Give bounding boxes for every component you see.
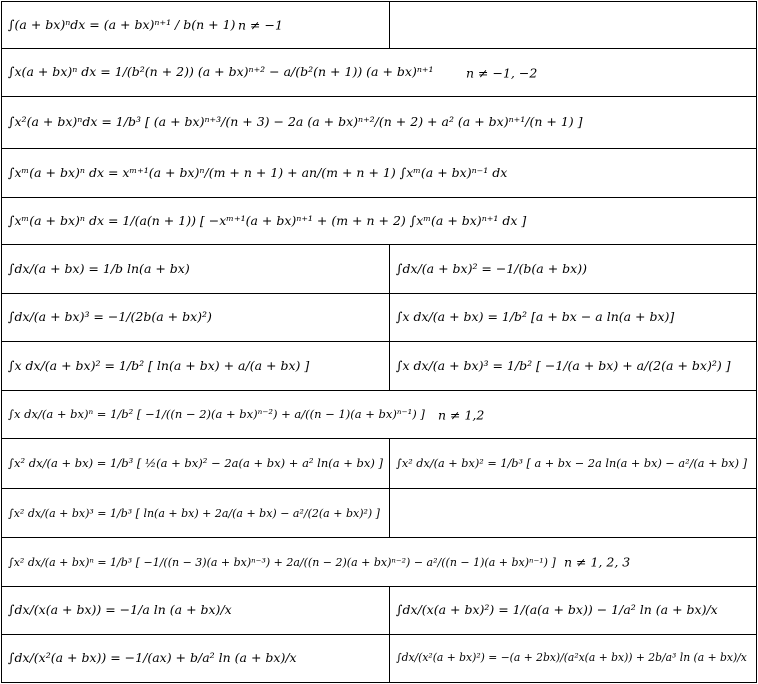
formula: ∫dx/(a + bx)² = −1/(b(a + bx)) [396, 260, 587, 276]
formula: ∫x² dx/(a + bx)³ = 1/b³ [ ln(a + bx) + 2a/(a + bx) − a²/(2(a + bx)²) ] [8, 506, 380, 520]
formula-cell [1, 293, 390, 342]
formula-cell [1, 96, 757, 149]
formula-cell [1, 488, 390, 538]
formula-cell [389, 634, 757, 683]
formula: ∫x(a + bx)ⁿ dx = 1/(b²(n + 2)) (a + bx)ⁿ⁺² − a/(b²(n + 1)) (a + bx)ⁿ⁺¹ [8, 64, 434, 80]
formula: ∫x²(a + bx)ⁿdx = 1/b³ [ (a + bx)ⁿ⁺³/(n + 3) − 2a (a + bx)ⁿ⁺²/(n + 2) + a² (a + bx)ⁿ⁺¹/(n + 1) ] [8, 114, 583, 130]
condition: n ≠ −1, −2 [466, 65, 538, 80]
formula-cell [1, 48, 757, 97]
condition: n ≠ −1 [238, 17, 283, 33]
formula-cell [1, 341, 390, 391]
empty-cell [389, 488, 757, 538]
formula-cell [1, 244, 390, 294]
formula-cell [389, 244, 757, 294]
formula: ∫dx/(x(a + bx)²) = 1/(a(a + bx)) − 1/a² ln (a + bx)/x [396, 602, 718, 618]
formula-cell [389, 293, 757, 342]
condition: n ≠ 1, 2, 3 [564, 554, 631, 570]
empty-cell [238, 1, 757, 49]
formula: ∫dx/(a + bx)³ = −1/(2b(a + bx)²) [8, 309, 212, 325]
formula: ∫xᵐ(a + bx)ⁿ dx = xᵐ⁺¹(a + bx)ⁿ/(m + n + 1) + an/(m + n + 1) ∫xᵐ(a + bx)ⁿ⁻¹ dx [8, 164, 508, 180]
formula: ∫x² dx/(a + bx) = 1/b³ [ ½(a + bx)² − 2a(a + bx) + a² ln(a + bx) ] [8, 455, 384, 470]
formula-cell [1, 197, 757, 245]
formula-cell [389, 438, 757, 489]
formula: ∫x dx/(a + bx)ⁿ = 1/b² [ −1/((n − 2)(a + bx)ⁿ⁻²) + a/((n − 1)(a + bx)ⁿ⁻¹) ] [8, 406, 425, 421]
formula-cell [1, 148, 757, 198]
formula-cell [1, 537, 757, 587]
formula-cell [1, 438, 390, 489]
condition: n ≠ 1,2 [438, 407, 485, 422]
formula-cell [389, 341, 757, 391]
formula-cell [1, 586, 390, 635]
formula: ∫xᵐ(a + bx)ⁿ dx = 1/(a(n + 1)) [ −xᵐ⁺¹(a + bx)ⁿ⁺¹ + (m + n + 2) ∫xᵐ(a + bx)ⁿ⁺¹ dx ] [8, 212, 527, 228]
formula: ∫x dx/(a + bx) = 1/b² [a + bx − a ln(a + bx)] [396, 309, 675, 325]
formula: ∫dx/(a + bx) = 1/b ln(a + bx) [8, 260, 190, 276]
formula: ∫dx/(x²(a + bx)) = −1/(ax) + b/a² ln (a + bx)/x [8, 650, 297, 666]
formula: ∫x² dx/(a + bx)² = 1/b³ [ a + bx − 2a ln(a + bx) − a²/(a + bx) ] [396, 456, 747, 470]
formula: ∫(a + bx)ⁿdx = (a + bx)ⁿ⁺¹ / b(n + 1) [8, 16, 236, 32]
formula: ∫dx/(x²(a + bx)²) = −(a + 2bx)/(a²x(a + bx)) + 2b/a³ ln (a + bx)/x [396, 651, 747, 665]
formula: ∫x² dx/(a + bx)ⁿ = 1/b³ [ −1/((n − 3)(a + bx)ⁿ⁻³) + 2a/((n − 2)(a + bx)ⁿ⁻²) − a²/((n − 1)(a + bx)ⁿ⁻¹) ] [8, 555, 556, 569]
formula-cell [389, 586, 757, 635]
formula: ∫dx/(x(a + bx)) = −1/a ln (a + bx)/x [8, 602, 232, 618]
formula: ∫x dx/(a + bx)³ = 1/b² [ −1/(a + bx) + a/(2(a + bx)²) ] [396, 357, 731, 373]
integral-table [1, 1, 757, 683]
formula-cell [1, 1, 390, 49]
formula-cell [1, 390, 757, 439]
formula-cell [1, 634, 390, 683]
formula: ∫x dx/(a + bx)² = 1/b² [ ln(a + bx) + a/(a + bx) ] [8, 357, 310, 373]
